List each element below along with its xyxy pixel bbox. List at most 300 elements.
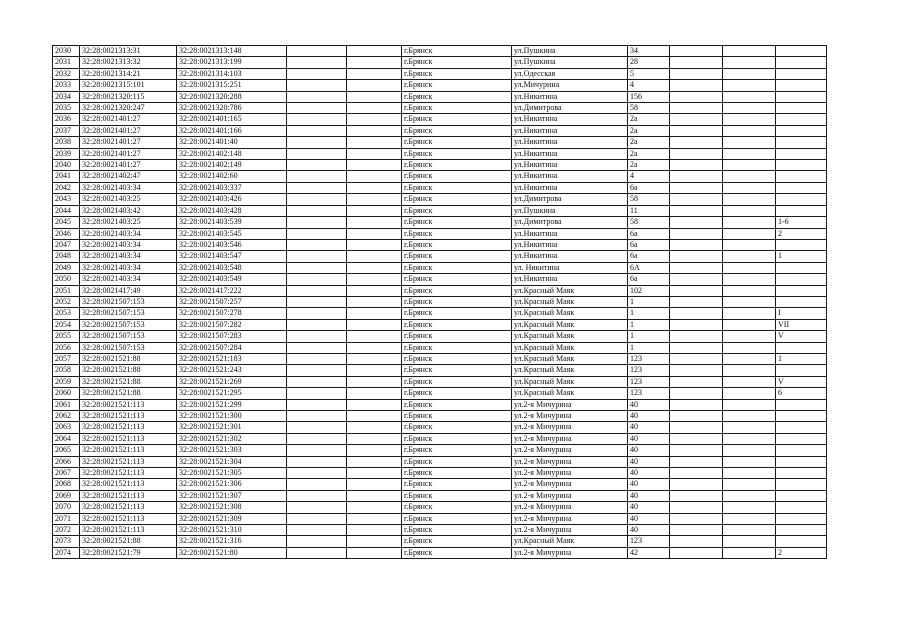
object-number-cell: 32:28:0021521:309 xyxy=(177,513,287,524)
empty-cell-d xyxy=(723,194,776,205)
empty-cell-c xyxy=(670,468,723,479)
house-number-cell: 34 xyxy=(628,46,670,57)
empty-cell-b xyxy=(347,137,402,148)
parcel-number-cell: 32:28:0021521:88 xyxy=(80,376,177,387)
empty-cell-d xyxy=(723,353,776,364)
empty-cell-c xyxy=(670,445,723,456)
object-number-cell: 32:28:0021403:337 xyxy=(177,182,287,193)
empty-cell-d xyxy=(723,513,776,524)
street-cell: ул.2-я Мичурина xyxy=(512,502,628,513)
row-number-cell: 2050 xyxy=(53,274,80,285)
city-cell: г.Брянск xyxy=(402,502,512,513)
empty-cell-d xyxy=(723,376,776,387)
object-number-cell: 32:28:0021402:149 xyxy=(177,160,287,171)
row-number-cell: 2071 xyxy=(53,513,80,524)
empty-cell-c xyxy=(670,456,723,467)
parcel-number-cell: 32:28:0021401:27 xyxy=(80,114,177,125)
unit-cell xyxy=(776,445,827,456)
city-cell: г.Брянск xyxy=(402,353,512,364)
parcel-number-cell: 32:28:0021521:113 xyxy=(80,445,177,456)
street-cell: ул.Никитина xyxy=(512,137,628,148)
row-number-cell: 2038 xyxy=(53,137,80,148)
empty-cell-a xyxy=(287,285,347,296)
table-row xyxy=(53,513,827,524)
city-cell: г.Брянск xyxy=(402,114,512,125)
table-row xyxy=(53,376,827,387)
row-number-cell: 2053 xyxy=(53,308,80,319)
house-number-cell: 2а xyxy=(628,125,670,136)
object-number-cell: 32:28:0021313:199 xyxy=(177,57,287,68)
unit-cell xyxy=(776,148,827,159)
empty-cell-a xyxy=(287,205,347,216)
street-cell: ул.2-я Мичурина xyxy=(512,399,628,410)
empty-cell-c xyxy=(670,103,723,114)
empty-cell-a xyxy=(287,296,347,307)
parcel-number-cell: 32:28:0021521:88 xyxy=(80,388,177,399)
table-row xyxy=(53,525,827,536)
unit-cell xyxy=(776,137,827,148)
empty-cell-c xyxy=(670,217,723,228)
object-number-cell: 32:28:0021507:283 xyxy=(177,331,287,342)
empty-cell-c xyxy=(670,228,723,239)
unit-cell xyxy=(776,296,827,307)
house-number-cell: 6а xyxy=(628,274,670,285)
object-number-cell: 32:28:0021521:305 xyxy=(177,468,287,479)
table-row xyxy=(53,490,827,501)
unit-cell xyxy=(776,182,827,193)
empty-cell-d xyxy=(723,319,776,330)
city-cell: г.Брянск xyxy=(402,228,512,239)
object-number-cell: 32:28:0021403:545 xyxy=(177,228,287,239)
empty-cell-d xyxy=(723,182,776,193)
street-cell: ул.Никитина xyxy=(512,171,628,182)
empty-cell-d xyxy=(723,114,776,125)
row-number-cell: 2068 xyxy=(53,479,80,490)
row-number-cell: 2061 xyxy=(53,399,80,410)
empty-cell-b xyxy=(347,228,402,239)
street-cell: ул.Никитина xyxy=(512,160,628,171)
parcel-number-cell: 32:28:0021521:113 xyxy=(80,411,177,422)
city-cell: г.Брянск xyxy=(402,57,512,68)
parcel-number-cell: 32:28:0021403:34 xyxy=(80,251,177,262)
unit-cell xyxy=(776,502,827,513)
empty-cell-c xyxy=(670,57,723,68)
table-row xyxy=(53,342,827,353)
city-cell: г.Брянск xyxy=(402,137,512,148)
empty-cell-a xyxy=(287,217,347,228)
empty-cell-b xyxy=(347,46,402,57)
street-cell: ул.Красный Маяк xyxy=(512,296,628,307)
table-row xyxy=(53,308,827,319)
unit-cell xyxy=(776,422,827,433)
empty-cell-c xyxy=(670,296,723,307)
object-number-cell: 32:28:0021313:148 xyxy=(177,46,287,57)
table-row xyxy=(53,228,827,239)
empty-cell-a xyxy=(287,365,347,376)
empty-cell-a xyxy=(287,490,347,501)
table-row xyxy=(53,274,827,285)
city-cell: г.Брянск xyxy=(402,331,512,342)
empty-cell-c xyxy=(670,388,723,399)
house-number-cell: 1 xyxy=(628,342,670,353)
table-body xyxy=(53,46,827,559)
empty-cell-c xyxy=(670,80,723,91)
street-cell: ул.Никитина xyxy=(512,91,628,102)
table-row xyxy=(53,262,827,273)
row-number-cell: 2044 xyxy=(53,205,80,216)
empty-cell-d xyxy=(723,547,776,558)
city-cell: г.Брянск xyxy=(402,148,512,159)
empty-cell-b xyxy=(347,308,402,319)
unit-cell: 1 xyxy=(776,251,827,262)
street-cell: ул.Димитрова xyxy=(512,217,628,228)
row-number-cell: 2070 xyxy=(53,502,80,513)
empty-cell-c xyxy=(670,502,723,513)
empty-cell-c xyxy=(670,194,723,205)
row-number-cell: 2063 xyxy=(53,422,80,433)
object-number-cell: 32:28:0021521:306 xyxy=(177,479,287,490)
parcel-number-cell: 32:28:0021521:113 xyxy=(80,468,177,479)
parcel-number-cell: 32:28:0021403:34 xyxy=(80,274,177,285)
unit-cell: 6 xyxy=(776,388,827,399)
empty-cell-d xyxy=(723,536,776,547)
empty-cell-b xyxy=(347,399,402,410)
house-number-cell: 123 xyxy=(628,388,670,399)
object-number-cell: 32:28:0021521:316 xyxy=(177,536,287,547)
house-number-cell: 40 xyxy=(628,456,670,467)
empty-cell-a xyxy=(287,80,347,91)
table-row xyxy=(53,422,827,433)
object-number-cell: 32:28:0021521:301 xyxy=(177,422,287,433)
city-cell: г.Брянск xyxy=(402,547,512,558)
house-number-cell: 6а xyxy=(628,228,670,239)
empty-cell-c xyxy=(670,182,723,193)
empty-cell-d xyxy=(723,285,776,296)
empty-cell-a xyxy=(287,445,347,456)
parcel-number-cell: 32:28:0021521:113 xyxy=(80,433,177,444)
house-number-cell: 40 xyxy=(628,399,670,410)
empty-cell-b xyxy=(347,445,402,456)
empty-cell-d xyxy=(723,411,776,422)
house-number-cell: 102 xyxy=(628,285,670,296)
house-number-cell: 28 xyxy=(628,57,670,68)
unit-cell xyxy=(776,456,827,467)
street-cell: ул.2-я Мичурина xyxy=(512,468,628,479)
house-number-cell: 40 xyxy=(628,513,670,524)
row-number-cell: 2036 xyxy=(53,114,80,125)
street-cell: ул.Димитрова xyxy=(512,194,628,205)
object-number-cell: 32:28:0021521:269 xyxy=(177,376,287,387)
empty-cell-c xyxy=(670,308,723,319)
parcel-number-cell: 32:28:0021403:42 xyxy=(80,205,177,216)
empty-cell-a xyxy=(287,57,347,68)
row-number-cell: 2069 xyxy=(53,490,80,501)
parcel-number-cell: 32:28:0021521:88 xyxy=(80,536,177,547)
empty-cell-d xyxy=(723,103,776,114)
empty-cell-c xyxy=(670,490,723,501)
object-number-cell: 32:28:0021403:546 xyxy=(177,239,287,250)
parcel-number-cell: 32:28:0021521:113 xyxy=(80,490,177,501)
empty-cell-d xyxy=(723,228,776,239)
empty-cell-b xyxy=(347,285,402,296)
house-number-cell: 40 xyxy=(628,468,670,479)
empty-cell-a xyxy=(287,547,347,558)
parcel-number-cell: 32:28:0021507:153 xyxy=(80,319,177,330)
property-table xyxy=(52,45,827,559)
table-row xyxy=(53,285,827,296)
table-row xyxy=(53,319,827,330)
object-number-cell: 32:28:0021315:251 xyxy=(177,80,287,91)
empty-cell-b xyxy=(347,80,402,91)
empty-cell-b xyxy=(347,262,402,273)
house-number-cell: 4 xyxy=(628,80,670,91)
empty-cell-c xyxy=(670,205,723,216)
empty-cell-a xyxy=(287,251,347,262)
house-number-cell: 5 xyxy=(628,68,670,79)
object-number-cell: 32:28:0021521:310 xyxy=(177,525,287,536)
street-cell: ул.Красный Маяк xyxy=(512,353,628,364)
house-number-cell: 58 xyxy=(628,103,670,114)
empty-cell-d xyxy=(723,91,776,102)
empty-cell-a xyxy=(287,194,347,205)
table-row xyxy=(53,46,827,57)
parcel-number-cell: 32:28:0021521:113 xyxy=(80,525,177,536)
city-cell: г.Брянск xyxy=(402,525,512,536)
street-cell: ул.Никитина xyxy=(512,239,628,250)
empty-cell-b xyxy=(347,251,402,262)
row-number-cell: 2062 xyxy=(53,411,80,422)
empty-cell-d xyxy=(723,251,776,262)
object-number-cell: 32:28:0021401:165 xyxy=(177,114,287,125)
house-number-cell: 6А xyxy=(628,262,670,273)
table-row xyxy=(53,171,827,182)
unit-cell xyxy=(776,274,827,285)
parcel-number-cell: 32:28:0021314:21 xyxy=(80,68,177,79)
empty-cell-a xyxy=(287,148,347,159)
object-number-cell: 32:28:0021402:148 xyxy=(177,148,287,159)
house-number-cell: 123 xyxy=(628,536,670,547)
empty-cell-b xyxy=(347,513,402,524)
empty-cell-d xyxy=(723,46,776,57)
empty-cell-b xyxy=(347,114,402,125)
empty-cell-d xyxy=(723,137,776,148)
empty-cell-b xyxy=(347,411,402,422)
table-row xyxy=(53,365,827,376)
street-cell: ул.Красный Маяк xyxy=(512,342,628,353)
row-number-cell: 2052 xyxy=(53,296,80,307)
house-number-cell: 6а xyxy=(628,239,670,250)
city-cell: г.Брянск xyxy=(402,308,512,319)
empty-cell-a xyxy=(287,411,347,422)
street-cell: ул.Красный Маяк xyxy=(512,331,628,342)
parcel-number-cell: 32:28:0021401:27 xyxy=(80,160,177,171)
object-number-cell: 32:28:0021314:103 xyxy=(177,68,287,79)
city-cell: г.Брянск xyxy=(402,46,512,57)
table-row xyxy=(53,137,827,148)
row-number-cell: 2072 xyxy=(53,525,80,536)
unit-cell xyxy=(776,342,827,353)
object-number-cell: 32:28:0021521:295 xyxy=(177,388,287,399)
object-number-cell: 32:28:0021403:426 xyxy=(177,194,287,205)
house-number-cell: 4 xyxy=(628,171,670,182)
empty-cell-b xyxy=(347,171,402,182)
city-cell: г.Брянск xyxy=(402,125,512,136)
row-number-cell: 2067 xyxy=(53,468,80,479)
row-number-cell: 2032 xyxy=(53,68,80,79)
row-number-cell: 2074 xyxy=(53,547,80,558)
empty-cell-a xyxy=(287,536,347,547)
object-number-cell: 32:28:0021521:303 xyxy=(177,445,287,456)
empty-cell-b xyxy=(347,353,402,364)
parcel-number-cell: 32:28:0021401:27 xyxy=(80,125,177,136)
unit-cell xyxy=(776,91,827,102)
house-number-cell: 40 xyxy=(628,445,670,456)
empty-cell-b xyxy=(347,468,402,479)
unit-cell xyxy=(776,479,827,490)
street-cell: ул.2-я Мичурина xyxy=(512,411,628,422)
table-row xyxy=(53,125,827,136)
empty-cell-b xyxy=(347,547,402,558)
empty-cell-c xyxy=(670,399,723,410)
object-number-cell: 32:28:0021521:183 xyxy=(177,353,287,364)
empty-cell-b xyxy=(347,342,402,353)
row-number-cell: 2045 xyxy=(53,217,80,228)
parcel-number-cell: 32:28:0021320:115 xyxy=(80,91,177,102)
parcel-number-cell: 32:28:0021521:113 xyxy=(80,399,177,410)
object-number-cell: 32:28:0021320:288 xyxy=(177,91,287,102)
table-row xyxy=(53,331,827,342)
empty-cell-a xyxy=(287,171,347,182)
empty-cell-b xyxy=(347,331,402,342)
parcel-number-cell: 32:28:0021507:153 xyxy=(80,331,177,342)
empty-cell-b xyxy=(347,239,402,250)
street-cell: ул.Красный Маяк xyxy=(512,376,628,387)
empty-cell-b xyxy=(347,205,402,216)
object-number-cell: 32:28:0021507:257 xyxy=(177,296,287,307)
empty-cell-d xyxy=(723,445,776,456)
empty-cell-c xyxy=(670,251,723,262)
house-number-cell: 2а xyxy=(628,137,670,148)
city-cell: г.Брянск xyxy=(402,182,512,193)
house-number-cell: 2а xyxy=(628,148,670,159)
parcel-number-cell: 32:28:0021521:113 xyxy=(80,479,177,490)
unit-cell xyxy=(776,125,827,136)
empty-cell-d xyxy=(723,239,776,250)
street-cell: ул.Пушкина xyxy=(512,46,628,57)
city-cell: г.Брянск xyxy=(402,513,512,524)
row-number-cell: 2043 xyxy=(53,194,80,205)
house-number-cell: 40 xyxy=(628,422,670,433)
city-cell: г.Брянск xyxy=(402,388,512,399)
street-cell: ул.Никитина xyxy=(512,148,628,159)
empty-cell-a xyxy=(287,160,347,171)
empty-cell-d xyxy=(723,342,776,353)
object-number-cell: 32:28:0021521:80 xyxy=(177,547,287,558)
unit-cell xyxy=(776,399,827,410)
empty-cell-c xyxy=(670,285,723,296)
table-row xyxy=(53,57,827,68)
street-cell: ул.Мичурина xyxy=(512,80,628,91)
parcel-number-cell: 32:28:0021401:27 xyxy=(80,137,177,148)
empty-cell-d xyxy=(723,160,776,171)
empty-cell-b xyxy=(347,125,402,136)
street-cell: ул.Красный Маяк xyxy=(512,319,628,330)
table-row xyxy=(53,479,827,490)
parcel-number-cell: 32:28:0021507:153 xyxy=(80,308,177,319)
object-number-cell: 32:28:0021403:539 xyxy=(177,217,287,228)
city-cell: г.Брянск xyxy=(402,422,512,433)
unit-cell: 2 xyxy=(776,547,827,558)
empty-cell-b xyxy=(347,319,402,330)
empty-cell-d xyxy=(723,171,776,182)
street-cell: ул.2-я Мичурина xyxy=(512,490,628,501)
unit-cell xyxy=(776,46,827,57)
city-cell: г.Брянск xyxy=(402,296,512,307)
city-cell: г.Брянск xyxy=(402,445,512,456)
empty-cell-c xyxy=(670,376,723,387)
table-row xyxy=(53,445,827,456)
street-cell: ул. Никитина xyxy=(512,262,628,273)
empty-cell-d xyxy=(723,331,776,342)
empty-cell-b xyxy=(347,376,402,387)
table-row xyxy=(53,296,827,307)
empty-cell-c xyxy=(670,422,723,433)
unit-cell: I xyxy=(776,308,827,319)
city-cell: г.Брянск xyxy=(402,160,512,171)
row-number-cell: 2047 xyxy=(53,239,80,250)
unit-cell xyxy=(776,468,827,479)
empty-cell-a xyxy=(287,114,347,125)
empty-cell-b xyxy=(347,433,402,444)
street-cell: ул.Красный Маяк xyxy=(512,388,628,399)
street-cell: ул.2-я Мичурина xyxy=(512,525,628,536)
empty-cell-c xyxy=(670,433,723,444)
empty-cell-d xyxy=(723,456,776,467)
empty-cell-a xyxy=(287,376,347,387)
house-number-cell: 40 xyxy=(628,525,670,536)
house-number-cell: 1 xyxy=(628,296,670,307)
city-cell: г.Брянск xyxy=(402,479,512,490)
unit-cell xyxy=(776,490,827,501)
table-row xyxy=(53,205,827,216)
parcel-number-cell: 32:28:0021521:113 xyxy=(80,513,177,524)
city-cell: г.Брянск xyxy=(402,285,512,296)
street-cell: ул.2-я Мичурина xyxy=(512,433,628,444)
empty-cell-a xyxy=(287,308,347,319)
unit-cell xyxy=(776,536,827,547)
house-number-cell: 123 xyxy=(628,353,670,364)
empty-cell-b xyxy=(347,296,402,307)
row-number-cell: 2049 xyxy=(53,262,80,273)
parcel-number-cell: 32:28:0021403:34 xyxy=(80,228,177,239)
empty-cell-d xyxy=(723,525,776,536)
object-number-cell: 32:28:0021521:302 xyxy=(177,433,287,444)
row-number-cell: 2066 xyxy=(53,456,80,467)
table-row xyxy=(53,80,827,91)
street-cell: ул.2-я Мичурина xyxy=(512,479,628,490)
row-number-cell: 2035 xyxy=(53,103,80,114)
row-number-cell: 2034 xyxy=(53,91,80,102)
empty-cell-c xyxy=(670,262,723,273)
empty-cell-c xyxy=(670,547,723,558)
empty-cell-a xyxy=(287,46,347,57)
object-number-cell: 32:28:0021521:300 xyxy=(177,411,287,422)
row-number-cell: 2042 xyxy=(53,182,80,193)
empty-cell-d xyxy=(723,502,776,513)
city-cell: г.Брянск xyxy=(402,91,512,102)
city-cell: г.Брянск xyxy=(402,251,512,262)
unit-cell: 1 xyxy=(776,353,827,364)
